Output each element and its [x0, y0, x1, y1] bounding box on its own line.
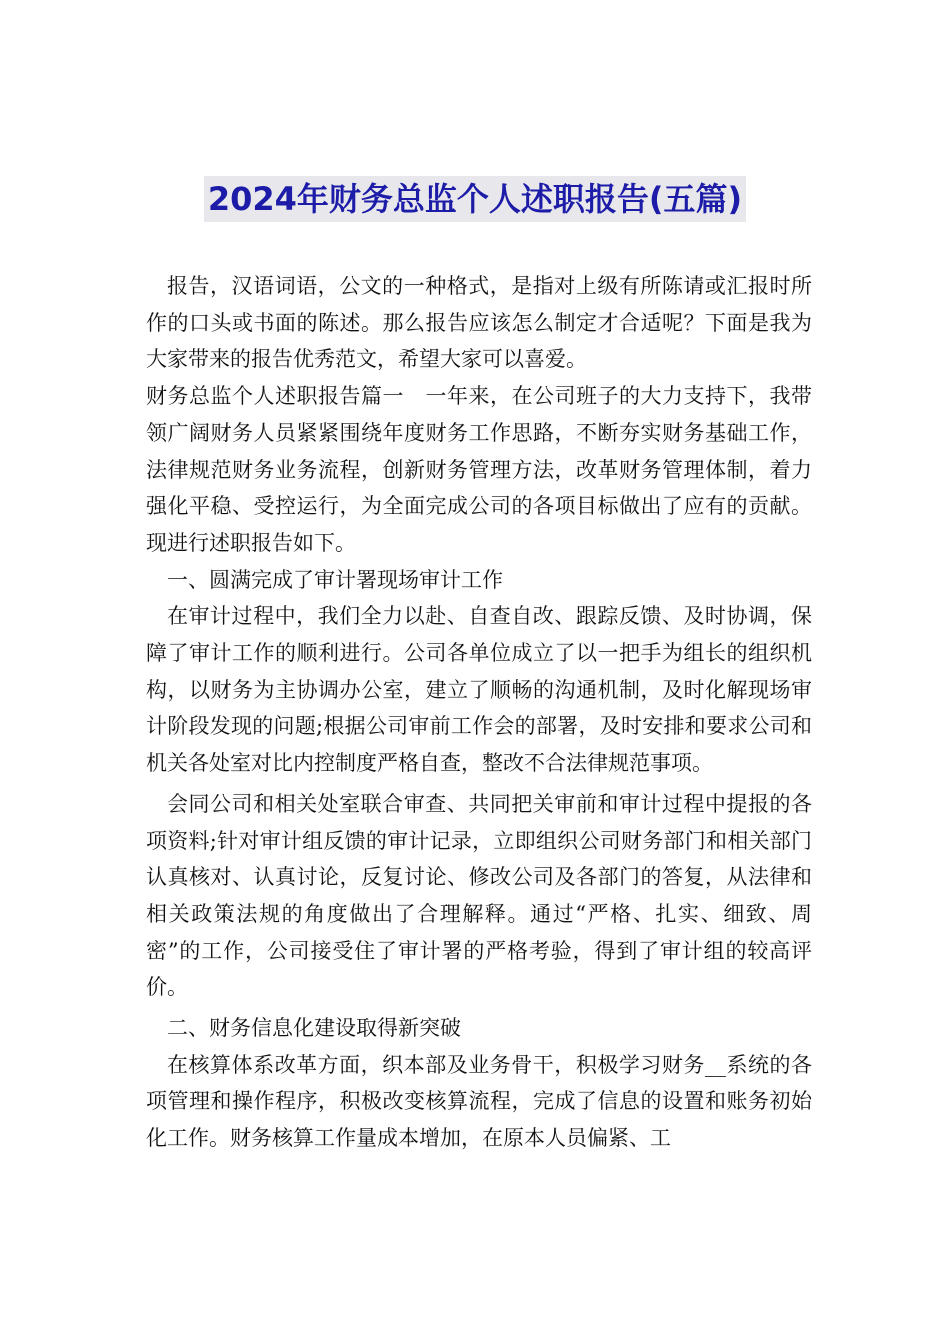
paragraph-audit-review: 会同公司和相关处室联合审查、共同把关审前和审计过程中提报的各项资料;针对审计组反馈的审计记录，立即组织公司财务部门和相关部门认真核对、认真讨论，反复讨论、修改公司及各部门的答复，从法律和相关政策法规的角度做出了合理解释。通过“严格、扎实、细致、周密”的工作，公司接受住了审计署的严格考验，得到了审计组的较高评价。 — [146, 791, 812, 1000]
paragraph-part-one: 财务总监个人述职报告篇一 一年来，在公司班子的大力支持下，我带领广阔财务人员紧紧围绕年度财务工作思路，不断夯实财务基础工作，法律规范财务业务流程，创新财务管理方法，改革财务管理体制，着力强化平稳、受控运行，为全面完成公司的各项目标做出了应有的贡献。现进行述职报告如下。 — [146, 384, 812, 555]
paragraph-audit-process: 在审计过程中，我们全力以赴、自查自改、跟踪反馈、及时协调，保障了审计工作的顺利进行。公司各单位成立了以一把手为组长的组织机构，以财务为主协调办公室，建立了顺畅的沟通机制，及时化解现场审计阶段发现的问题;根据公司审前工作会的部署，及时安排和要求公司和机关各处室对比内控制度严格自查，整改不合法律规范事项。 — [146, 604, 812, 776]
paragraph-intro: 报告，汉语词语，公文的一种格式，是指对上级有所陈请或汇报时所作的口头或书面的陈述。那么报告应该怎么制定才合适呢？下面是我为大家带来的报告优秀范文，希望大家可以喜爱。 — [146, 274, 812, 372]
section-heading-one: 一、圆满完成了审计署现场审计工作 — [167, 567, 503, 592]
document-title: 2024年财务总监个人述职报告(五篇) — [204, 176, 746, 222]
document-body — [146, 268, 812, 1157]
title-container — [0, 176, 950, 222]
paragraph-accounting-reform: 在核算体系改革方面，织本部及业务骨干，积极学习财务__系统的各项管理和操作程序，积极改变核算流程，完成了信息的设置和账务初始化工作。财务核算工作量成本增加，在原本人员偏紧、工 — [146, 1052, 812, 1151]
section-heading-two: 二、财务信息化建设取得新突破 — [167, 1016, 461, 1041]
